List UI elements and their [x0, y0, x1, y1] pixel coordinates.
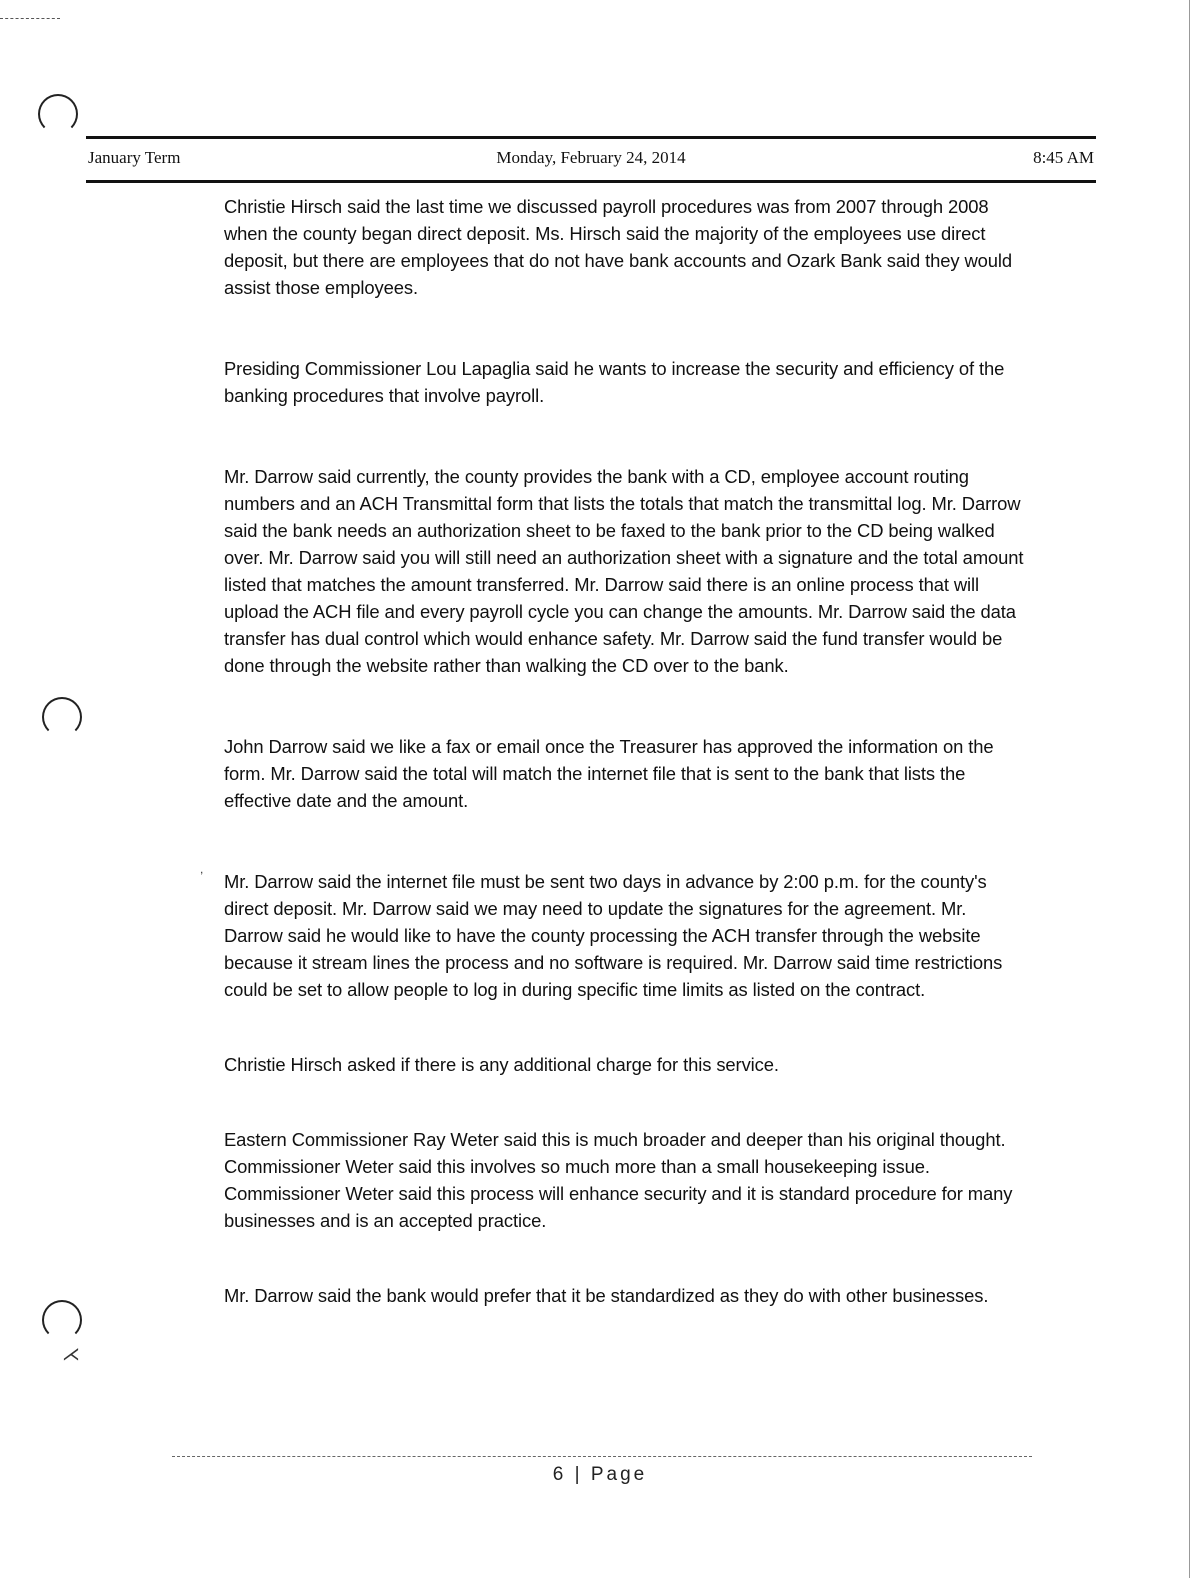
paragraph-lapaglia-security: Presiding Commissioner Lou Lapaglia said he wants to increase the security and efficiency of the banking procedures that involve payroll.	[224, 358, 1005, 406]
stray-pen-mark: ,	[200, 862, 204, 876]
paragraph-darrow-standardized: Mr. Darrow said the bank would prefer that it be standardized as they do with other businesses.	[224, 1285, 989, 1306]
page-header	[88, 148, 1094, 172]
paragraph-darrow-internet-file: Mr. Darrow said the internet file must be sent two days in advance by 2:00 p.m. for the county's direct deposit. Mr. Darrow said we may need to update the signatures for the agreement. Mr. Darrow said he would like to have the county processing the ACH transfer through the website because it stream lines the process and no software is required. Mr. Darrow said time restrictions could be set to allow people to log in during specific time limits as listed on the contract.	[224, 871, 1003, 1000]
header-top-rule	[86, 136, 1096, 139]
paragraph-hirsch-payroll: Christie Hirsch said the last time we discussed payroll procedures was from 2007 through 2008 when the county began direct deposit. Ms. Hirsch said the majority of the employees use direct deposit, but there are employees that do not have bank accounts and Ozark Bank said they would assist those employees.	[224, 196, 1013, 298]
header-bottom-rule	[86, 180, 1096, 183]
punch-hole-middle	[42, 697, 82, 737]
punch-hole-bottom	[42, 1300, 82, 1340]
paragraph-hirsch-charge: Christie Hirsch asked if there is any additional charge for this service.	[224, 1054, 779, 1075]
punch-hole-top	[38, 94, 78, 134]
minutes-body	[224, 193, 1024, 1309]
paragraph-darrow-fax: John Darrow said we like a fax or email once the Treasurer has approved the information on the form. Mr. Darrow said the total will match the internet file that is sent to the bank that lists the effective date and the amount.	[224, 736, 994, 811]
header-term: January Term	[88, 148, 181, 167]
footer-rule	[172, 1456, 1032, 1457]
scan-edge-mark	[0, 18, 60, 19]
scan-right-edge	[1189, 0, 1190, 1578]
header-time: 8:45 AM	[1033, 148, 1094, 167]
page-number: 6 | Page	[552, 1464, 648, 1485]
paragraph-darrow-process: Mr. Darrow said currently, the county provides the bank with a CD, employee account routing numbers and an ACH Transmittal form that lists the totals that match the transmittal log. Mr. Darrow said the bank needs an authorization sheet to be faxed to the bank prior to the CD being walked over. Mr. Darrow said you will still need an authorization sheet with a signature and the total amount listed that matches the amount transferred. Mr. Darrow said there is an online process that will upload the ACH file and every payroll cycle you can change the amounts. Mr. Darrow said the data transfer has dual control which would enhance safety. Mr. Darrow said the fund transfer would be done through the website rather than walking the CD over to the bank.	[224, 466, 1024, 676]
paragraph-weter-security: Eastern Commissioner Ray Weter said this is much broader and deeper than his original thought. Commissioner Weter said this involves so much more than a small housekeeping issue. Commissioner Weter said this process will enhance security and it is standard procedure for many businesses and is an accepted practice.	[224, 1129, 1013, 1231]
scan-artifact-mark: ⋌	[62, 1344, 80, 1364]
header-date: Monday, February 24, 2014	[496, 148, 686, 167]
